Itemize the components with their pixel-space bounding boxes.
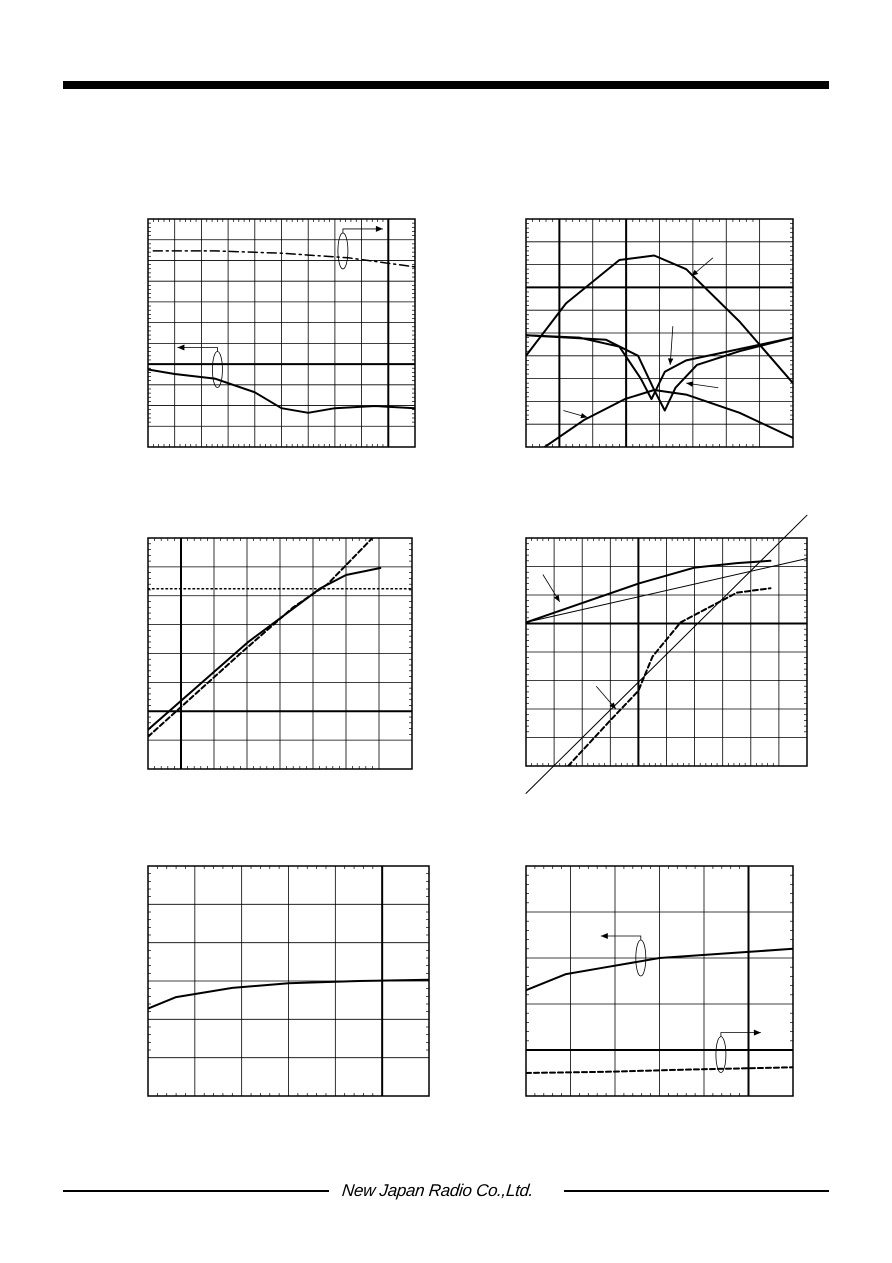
chart-bottom-left xyxy=(148,866,429,1096)
chart-bottom-right xyxy=(526,866,793,1096)
series-line-2 xyxy=(148,568,380,730)
arrowhead xyxy=(376,226,383,232)
chart-middle-left xyxy=(148,538,412,769)
arrowhead xyxy=(580,413,587,418)
header-rule xyxy=(63,81,829,89)
chart-top-left xyxy=(148,219,415,447)
series-line-4 xyxy=(568,588,770,766)
company-logo: New Japan Radio Co.,Ltd. xyxy=(341,1181,535,1200)
series-line-1 xyxy=(153,251,415,267)
arrowhead xyxy=(554,595,560,602)
arrowhead xyxy=(668,358,673,365)
arrowhead xyxy=(601,933,608,939)
annotation-ellipse xyxy=(212,351,222,387)
arrowhead xyxy=(686,381,693,386)
chart-top-right xyxy=(526,219,793,447)
arrowhead xyxy=(177,344,184,350)
chart-middle-right xyxy=(526,538,807,766)
series-line-4 xyxy=(545,390,793,447)
footer-rule-left xyxy=(63,1190,329,1192)
arrowhead xyxy=(754,1030,761,1036)
series-line-3 xyxy=(526,561,771,623)
footer-rule-right xyxy=(564,1190,829,1192)
annotation-ellipse xyxy=(338,233,348,269)
annotation-ellipse xyxy=(716,1037,726,1073)
